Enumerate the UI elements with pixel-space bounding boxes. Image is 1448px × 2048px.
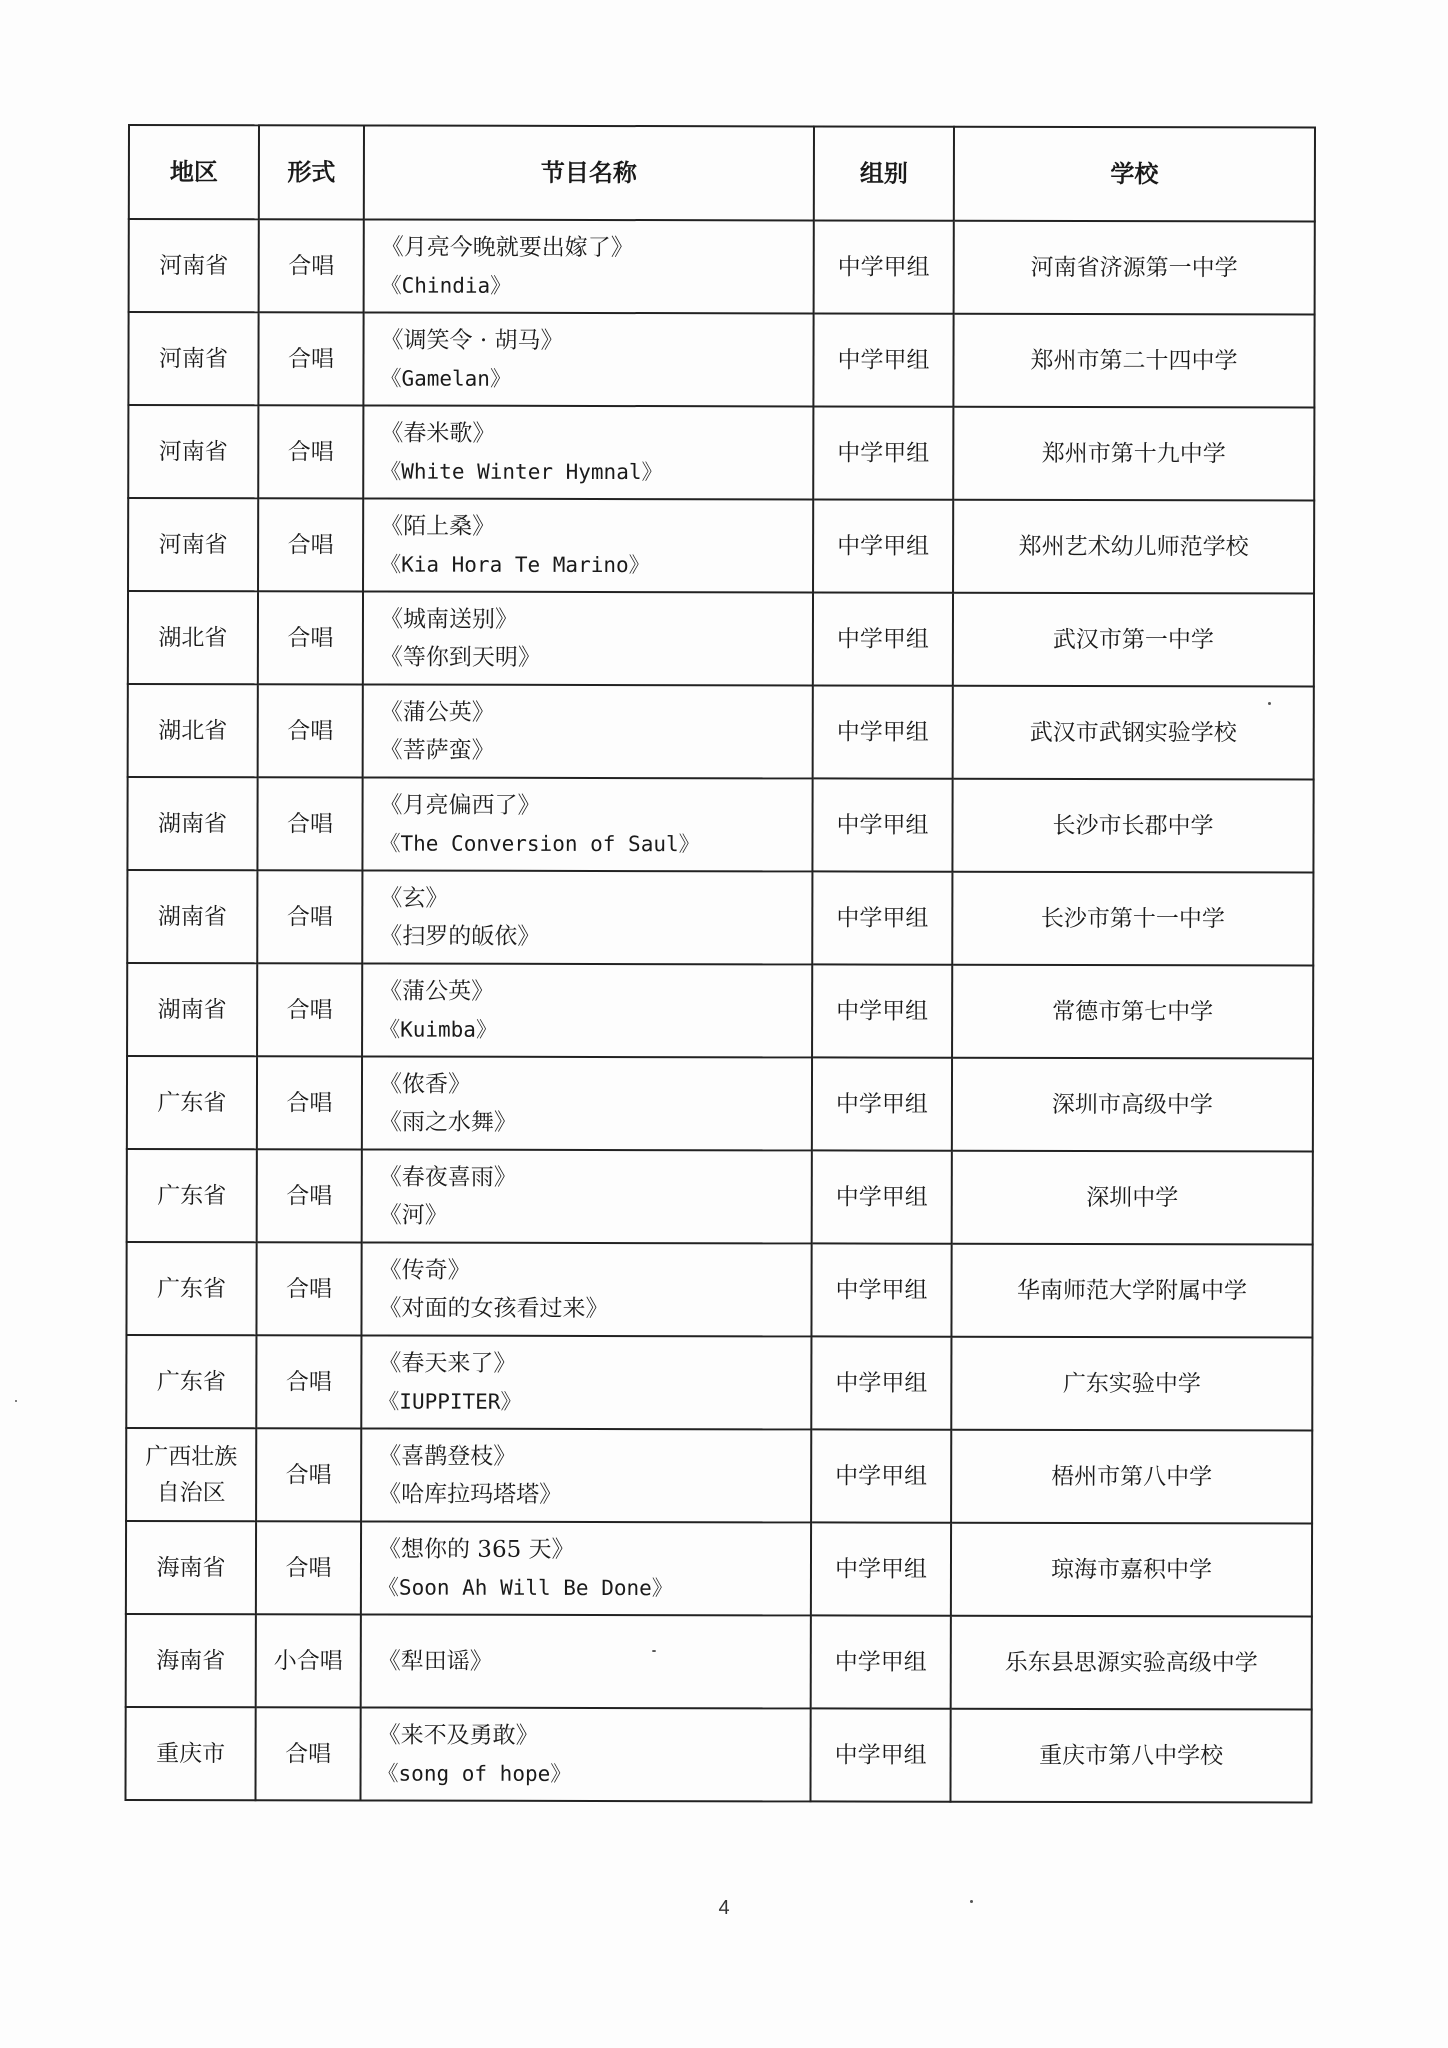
group-cell: 中学甲组 (812, 778, 952, 871)
region-cell: 广东省 (127, 1149, 257, 1242)
form-cell: 合唱 (257, 1056, 362, 1149)
program-title-line: 《扫罗的皈依》 (379, 923, 541, 950)
scan-speck (970, 1900, 973, 1903)
title-cell (362, 870, 812, 964)
table-row (127, 963, 1313, 1058)
title-cell (361, 1335, 811, 1429)
program-title-line: 《The Conversion of Saul》 (379, 831, 700, 856)
program-title-line: 《侬香》 (378, 1071, 472, 1098)
group-cell: 中学甲组 (812, 964, 952, 1057)
program-title-line: 《调笑令 · 胡马》 (380, 327, 564, 354)
group-cell: 中学甲组 (813, 685, 953, 778)
scan-speck (652, 1650, 656, 1652)
table-row (126, 1614, 1312, 1709)
program-title-line: 《菩萨蛮》 (379, 737, 495, 764)
program-title-line: 《蒲公英》 (379, 978, 495, 1005)
table-row (129, 219, 1315, 314)
group-cell: 中学甲组 (814, 220, 954, 313)
group-cell: 中学甲组 (812, 1150, 952, 1243)
group-cell: 中学甲组 (811, 1615, 951, 1708)
title-cell (361, 1242, 811, 1336)
program-title-line: 《春米歌》 (380, 420, 496, 447)
header-school: 学校 (954, 127, 1315, 222)
region-cell: 重庆市 (125, 1707, 255, 1800)
region-cell: 河南省 (128, 498, 258, 591)
program-title-line: 《城南送别》 (379, 606, 518, 633)
region-cell: 广西壮族自治区 (126, 1428, 256, 1521)
form-cell: 合唱 (258, 405, 363, 498)
form-cell: 合唱 (258, 591, 363, 684)
table-row (127, 777, 1313, 872)
school-cell: 常德市第七中学 (952, 965, 1313, 1059)
form-cell: 合唱 (257, 963, 362, 1056)
program-title-line: 《河》 (378, 1202, 448, 1229)
school-cell: 武汉市第一中学 (953, 593, 1314, 687)
program-title-line: 《IUPPITER》 (378, 1389, 522, 1414)
form-cell: 合唱 (256, 1242, 361, 1335)
region-cell: 湖北省 (128, 591, 258, 684)
table-row (128, 498, 1314, 593)
school-cell: 武汉市武钢实验学校 (953, 686, 1314, 780)
program-title-line: 《Kia Hora Te Marino》 (380, 552, 650, 577)
table-row (126, 1242, 1312, 1337)
school-cell: 郑州艺术幼儿师范学校 (953, 500, 1314, 594)
program-title-line: 《犁田谣》 (377, 1648, 493, 1675)
program-title-line: 《Soon Ah Will Be Done》 (377, 1575, 673, 1600)
region-cell: 湖北省 (128, 684, 258, 777)
program-title-line: 《雨之水舞》 (378, 1109, 517, 1136)
program-title-line: 《对面的女孩看过来》 (378, 1295, 609, 1322)
title-cell (361, 1428, 811, 1522)
school-cell: 河南省济源第一中学 (954, 221, 1315, 315)
table-row (126, 1335, 1312, 1430)
form-cell: 合唱 (258, 312, 363, 405)
program-title-line: 《Kuimba》 (379, 1017, 497, 1042)
program-title-line: 《来不及勇敢》 (377, 1722, 539, 1749)
table-row (128, 312, 1314, 407)
table-row (127, 1056, 1313, 1151)
table-row (126, 1521, 1312, 1616)
form-cell: 合唱 (256, 1521, 361, 1614)
program-title-line: 《想你的 365 天》 (377, 1536, 575, 1563)
form-cell: 合唱 (256, 1428, 361, 1521)
title-cell (363, 591, 813, 685)
program-title-line: 《song of hope》 (377, 1761, 572, 1786)
program-title-line: 《Gamelan》 (380, 366, 512, 391)
group-cell: 中学甲组 (812, 871, 952, 964)
group-cell: 中学甲组 (811, 1429, 951, 1522)
table-body (125, 219, 1314, 1802)
region-cell: 广东省 (126, 1335, 256, 1428)
table-row (125, 1707, 1311, 1802)
program-title-line: 《等你到天明》 (379, 644, 541, 671)
program-title-line: 《传奇》 (378, 1257, 471, 1284)
title-cell (361, 1521, 811, 1615)
program-title-line: 《陌上桑》 (380, 513, 496, 540)
region-cell: 海南省 (126, 1614, 256, 1707)
title-cell (362, 777, 812, 871)
title-cell (362, 1056, 812, 1150)
region-cell: 湖南省 (127, 870, 257, 963)
school-cell: 深圳市高级中学 (952, 1058, 1313, 1152)
region-cell: 海南省 (126, 1521, 256, 1614)
title-cell (363, 312, 813, 406)
program-title-line: 《Chindia》 (380, 273, 512, 298)
table-row (127, 870, 1313, 965)
region-cell: 广东省 (126, 1242, 256, 1335)
school-cell: 华南师范大学附属中学 (951, 1244, 1312, 1338)
header-title: 节目名称 (364, 125, 814, 220)
group-cell: 中学甲组 (810, 1708, 950, 1801)
form-cell: 小合唱 (256, 1614, 361, 1707)
title-cell (363, 498, 813, 592)
program-title-line: 《White Winter Hymnal》 (380, 459, 663, 484)
region-cell: 湖南省 (127, 963, 257, 1056)
region-cell: 广东省 (127, 1056, 257, 1149)
form-cell: 合唱 (255, 1707, 360, 1800)
program-title-line: 《春天来了》 (378, 1350, 517, 1377)
region-cell: 河南省 (128, 312, 258, 405)
program-title-line: 《月亮今晚就要出嫁了》 (380, 234, 634, 261)
group-cell: 中学甲组 (813, 592, 953, 685)
title-cell (364, 219, 814, 313)
school-cell: 琼海市嘉积中学 (951, 1523, 1312, 1617)
school-cell: 郑州市第十九中学 (953, 407, 1314, 501)
form-cell: 合唱 (258, 684, 363, 777)
header-region: 地区 (129, 125, 259, 219)
form-cell: 合唱 (256, 1335, 361, 1428)
title-cell (362, 963, 812, 1057)
title-cell (363, 684, 813, 778)
program-title-line: 《喜鹊登枝》 (378, 1443, 517, 1470)
school-cell: 深圳中学 (952, 1151, 1313, 1245)
scan-speck (1268, 702, 1271, 705)
title-cell (362, 1149, 812, 1243)
group-cell: 中学甲组 (811, 1336, 951, 1429)
title-cell (360, 1707, 810, 1801)
region-cell: 河南省 (128, 405, 258, 498)
school-cell: 广东实验中学 (951, 1337, 1312, 1431)
region-cell: 河南省 (129, 219, 259, 312)
form-cell: 合唱 (259, 219, 364, 312)
program-title-line: 《玄》 (379, 885, 449, 912)
form-cell: 合唱 (257, 870, 362, 963)
table-row (128, 684, 1314, 779)
form-cell: 合唱 (258, 498, 363, 591)
group-cell: 中学甲组 (813, 406, 953, 499)
school-cell: 郑州市第二十四中学 (953, 314, 1314, 408)
table-header (129, 125, 1315, 221)
group-cell: 中学甲组 (811, 1522, 951, 1615)
school-cell: 重庆市第八中学校 (950, 1709, 1311, 1803)
title-cell (361, 1614, 811, 1708)
header-form: 形式 (259, 125, 364, 219)
header-row (129, 125, 1315, 221)
page-number: 4 (718, 1897, 730, 1919)
region-cell: 湖南省 (127, 777, 257, 870)
group-cell: 中学甲组 (812, 1057, 952, 1150)
header-group: 组别 (814, 126, 954, 220)
program-title-line: 《哈库拉玛塔塔》 (378, 1481, 563, 1508)
table-row (126, 1428, 1312, 1523)
form-cell: 合唱 (257, 1149, 362, 1242)
table-row (127, 1149, 1313, 1244)
group-cell: 中学甲组 (813, 499, 953, 592)
title-cell (363, 405, 813, 499)
table-row (128, 591, 1314, 686)
form-cell: 合唱 (257, 777, 362, 870)
program-table (124, 124, 1316, 1803)
program-title-line: 《月亮偏西了》 (379, 792, 541, 819)
school-cell: 乐东县思源实验高级中学 (951, 1616, 1312, 1710)
group-cell: 中学甲组 (813, 313, 953, 406)
scan-speck (15, 1400, 17, 1402)
program-title-line: 《蒲公英》 (379, 699, 495, 726)
group-cell: 中学甲组 (811, 1243, 951, 1336)
school-cell: 长沙市长郡中学 (952, 779, 1313, 873)
school-cell: 梧州市第八中学 (951, 1430, 1312, 1524)
school-cell: 长沙市第十一中学 (952, 872, 1313, 966)
table-row (128, 405, 1314, 500)
program-title-line: 《春夜喜雨》 (378, 1164, 517, 1191)
